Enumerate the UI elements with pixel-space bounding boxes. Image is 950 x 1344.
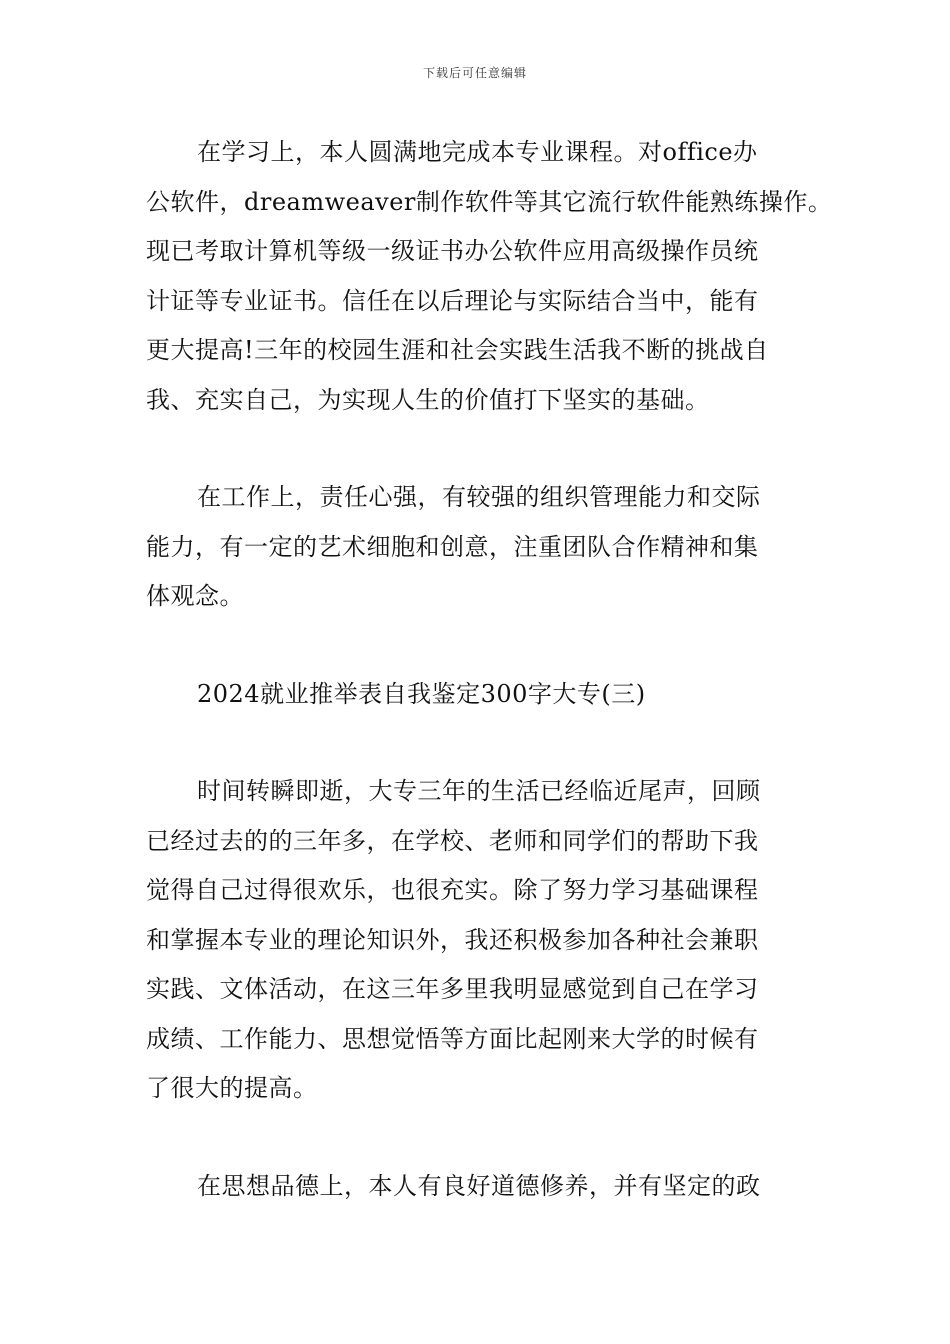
text-line: 觉得自己过得很欢乐，也很充实。除了努力学习基础课程 — [146, 876, 759, 904]
text-line: 更大提高!三年的校园生涯和社会实践生活我不断的挑战自 — [146, 336, 769, 364]
text-line: 时间转瞬即逝，大专三年的生活已经临近尾声，回顾 — [197, 777, 761, 805]
page-header: 下载后可任意编辑 — [422, 66, 527, 80]
text-line: 体观念。 — [146, 582, 244, 610]
paragraph-study — [146, 128, 833, 425]
text-line: 成绩、工作能力、思想觉悟等方面比起刚来大学的时候有 — [146, 1024, 759, 1053]
text-line: 和掌握本专业的理论知识外，我还积极参加各种社会兼职 — [146, 925, 759, 954]
text-line: 实践、文体活动，在这三年多里我明显感觉到自己在学习 — [146, 975, 759, 1003]
paragraph-spacer — [146, 719, 811, 767]
heading-line: 2024就业推举表自我鉴定300字大专(三) — [197, 679, 646, 708]
paragraph-review — [146, 767, 811, 1114]
paragraph-spacer — [146, 425, 811, 473]
text-line: 现已考取计算机等级一级证书办公软件应用高级操作员统 — [146, 237, 759, 265]
paragraph-morality — [146, 1162, 811, 1212]
text-line: 在工作上，责任心强，有较强的组织管理能力和交际 — [197, 483, 761, 511]
section-heading — [146, 670, 811, 720]
paragraph-spacer — [146, 1114, 811, 1162]
text-line: 已经过去的的三年多，在学校、老师和同学们的帮助下我 — [146, 826, 759, 855]
text-line: 在思想品德上，本人有良好道德修养，并有坚定的政 — [197, 1171, 761, 1200]
text-line: 在学习上，本人圆满地完成本专业课程。对office办 — [197, 138, 758, 166]
paragraph-work — [146, 473, 811, 622]
text-line: 我、充实自己，为实现人生的价值打下坚实的基础。 — [146, 385, 710, 414]
text-line: 了很大的提高。 — [146, 1074, 318, 1102]
paragraph-spacer — [146, 622, 811, 670]
document-body — [146, 128, 833, 1211]
text-line: 公软件，dreamweaver制作软件等其它流行软件能熟练操作。 — [146, 187, 833, 216]
text-line: 计证等专业证书。信任在以后理论与实际结合当中，能有 — [146, 286, 759, 315]
text-line: 能力，有一定的艺术细胞和创意，注重团队合作精神和集 — [146, 532, 759, 561]
